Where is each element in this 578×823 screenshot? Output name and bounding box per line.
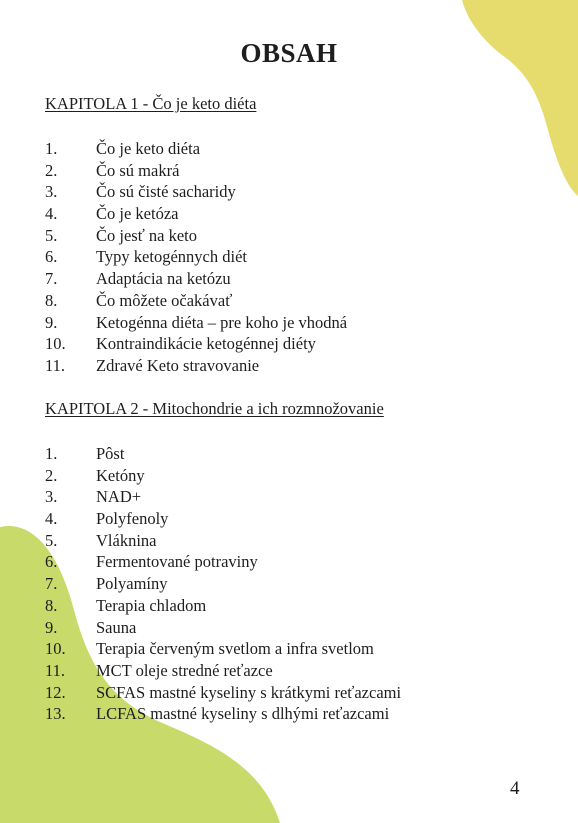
toc-item-label: MCT oleje stredné reťazce — [96, 660, 273, 680]
toc-item-number: 11. — [45, 355, 66, 375]
chapter-1-list — [45, 138, 347, 377]
toc-item[interactable] — [45, 268, 347, 290]
toc-item-number: 4. — [45, 509, 58, 529]
toc-item-number: 9. — [45, 312, 58, 332]
toc-item-label: Fermentované potraviny — [96, 552, 258, 572]
toc-item[interactable] — [45, 203, 347, 225]
toc-item-label: Ketóny — [96, 465, 145, 485]
toc-item[interactable] — [45, 443, 401, 465]
toc-item-label: Sauna — [96, 617, 137, 637]
toc-item-label: Čo jesť na keto — [96, 225, 197, 245]
toc-item-number: 7. — [45, 574, 58, 594]
toc-item-number: 11. — [45, 660, 66, 680]
toc-item-label: Polyamíny — [96, 574, 168, 594]
toc-item-label: Čo sú čisté sacharidy — [96, 182, 236, 202]
toc-item[interactable] — [45, 160, 347, 182]
toc-item[interactable] — [45, 530, 401, 552]
toc-item-number: 6. — [45, 552, 58, 572]
toc-item-label: NAD+ — [96, 487, 142, 507]
toc-item-number: 13. — [45, 704, 66, 724]
toc-item-label: Čo je keto diéta — [96, 139, 201, 158]
toc-item-number: 5. — [45, 530, 58, 550]
toc-item[interactable] — [45, 595, 401, 617]
toc-item[interactable] — [45, 181, 347, 203]
toc-item[interactable] — [45, 465, 401, 487]
toc-item-number: 5. — [45, 225, 58, 245]
toc-item[interactable] — [45, 682, 401, 704]
toc-item-label: Kontraindikácie ketogénnej diéty — [96, 334, 316, 354]
toc-item-number: 6. — [45, 247, 58, 267]
toc-item[interactable] — [45, 508, 401, 530]
toc-item-label: SCFAS mastné kyseliny s krátkymi reťazcami — [96, 682, 402, 702]
toc-item[interactable] — [45, 486, 401, 508]
toc-item[interactable] — [45, 290, 347, 312]
page-number: 4 — [510, 778, 520, 799]
top-right-blob — [462, 0, 578, 196]
toc-item-number: 3. — [45, 487, 58, 507]
chapter-2-list — [45, 443, 401, 725]
toc-item-label: Terapia chladom — [96, 595, 207, 615]
toc-item[interactable] — [45, 355, 347, 377]
toc-item-label: Čo môžete očakávať — [96, 290, 233, 310]
toc-item-number: 9. — [45, 617, 58, 637]
toc-item-label: Adaptácia na ketózu — [96, 269, 231, 289]
toc-item-number: 3. — [45, 182, 58, 202]
toc-item-label: Čo sú makrá — [96, 160, 180, 180]
toc-item-number: 7. — [45, 269, 58, 289]
toc-item-number: 8. — [45, 595, 58, 615]
toc-item-number: 8. — [45, 290, 58, 310]
toc-item-label: Polyfenoly — [96, 509, 169, 529]
toc-item-number: 4. — [45, 204, 58, 224]
toc-item[interactable] — [45, 617, 401, 639]
toc-item-label: Čo je ketóza — [96, 204, 179, 224]
chapter-1-heading[interactable]: KAPITOLA 1 - Čo je keto diéta — [45, 94, 257, 113]
toc-item-number: 1. — [45, 444, 58, 463]
page-title: OBSAH — [240, 38, 338, 68]
toc-item-label: Typy ketogénnych diét — [96, 247, 247, 267]
toc-item[interactable] — [45, 573, 401, 595]
toc-item-label: Terapia červeným svetlom a infra svetlom — [96, 639, 374, 659]
toc-item[interactable] — [45, 660, 401, 682]
toc-item[interactable] — [45, 246, 347, 268]
toc-item-label: LCFAS mastné kyseliny s dlhými reťazcami — [96, 704, 390, 724]
toc-item-number: 10. — [45, 639, 66, 659]
toc-item-number: 10. — [45, 334, 66, 354]
toc-item-label: Ketogénna diéta – pre koho je vhodná — [96, 312, 348, 332]
toc-item-label: Zdravé Keto stravovanie — [96, 355, 260, 375]
toc-item[interactable] — [45, 312, 347, 334]
toc-item-number: 12. — [45, 682, 66, 702]
toc-item-label: Pôst — [96, 444, 125, 463]
toc-item[interactable] — [45, 138, 347, 160]
toc-item[interactable] — [45, 638, 401, 660]
toc-item-number: 1. — [45, 139, 58, 158]
toc-item[interactable] — [45, 703, 401, 725]
toc-item[interactable] — [45, 225, 347, 247]
toc-item[interactable] — [45, 333, 347, 355]
chapter-2-heading[interactable]: KAPITOLA 2 - Mitochondrie a ich rozmnožovanie — [45, 399, 384, 418]
toc-item-label: Vláknina — [96, 530, 157, 550]
toc-item[interactable] — [45, 551, 401, 573]
toc-item-number: 2. — [45, 465, 58, 485]
toc-item-number: 2. — [45, 160, 58, 180]
